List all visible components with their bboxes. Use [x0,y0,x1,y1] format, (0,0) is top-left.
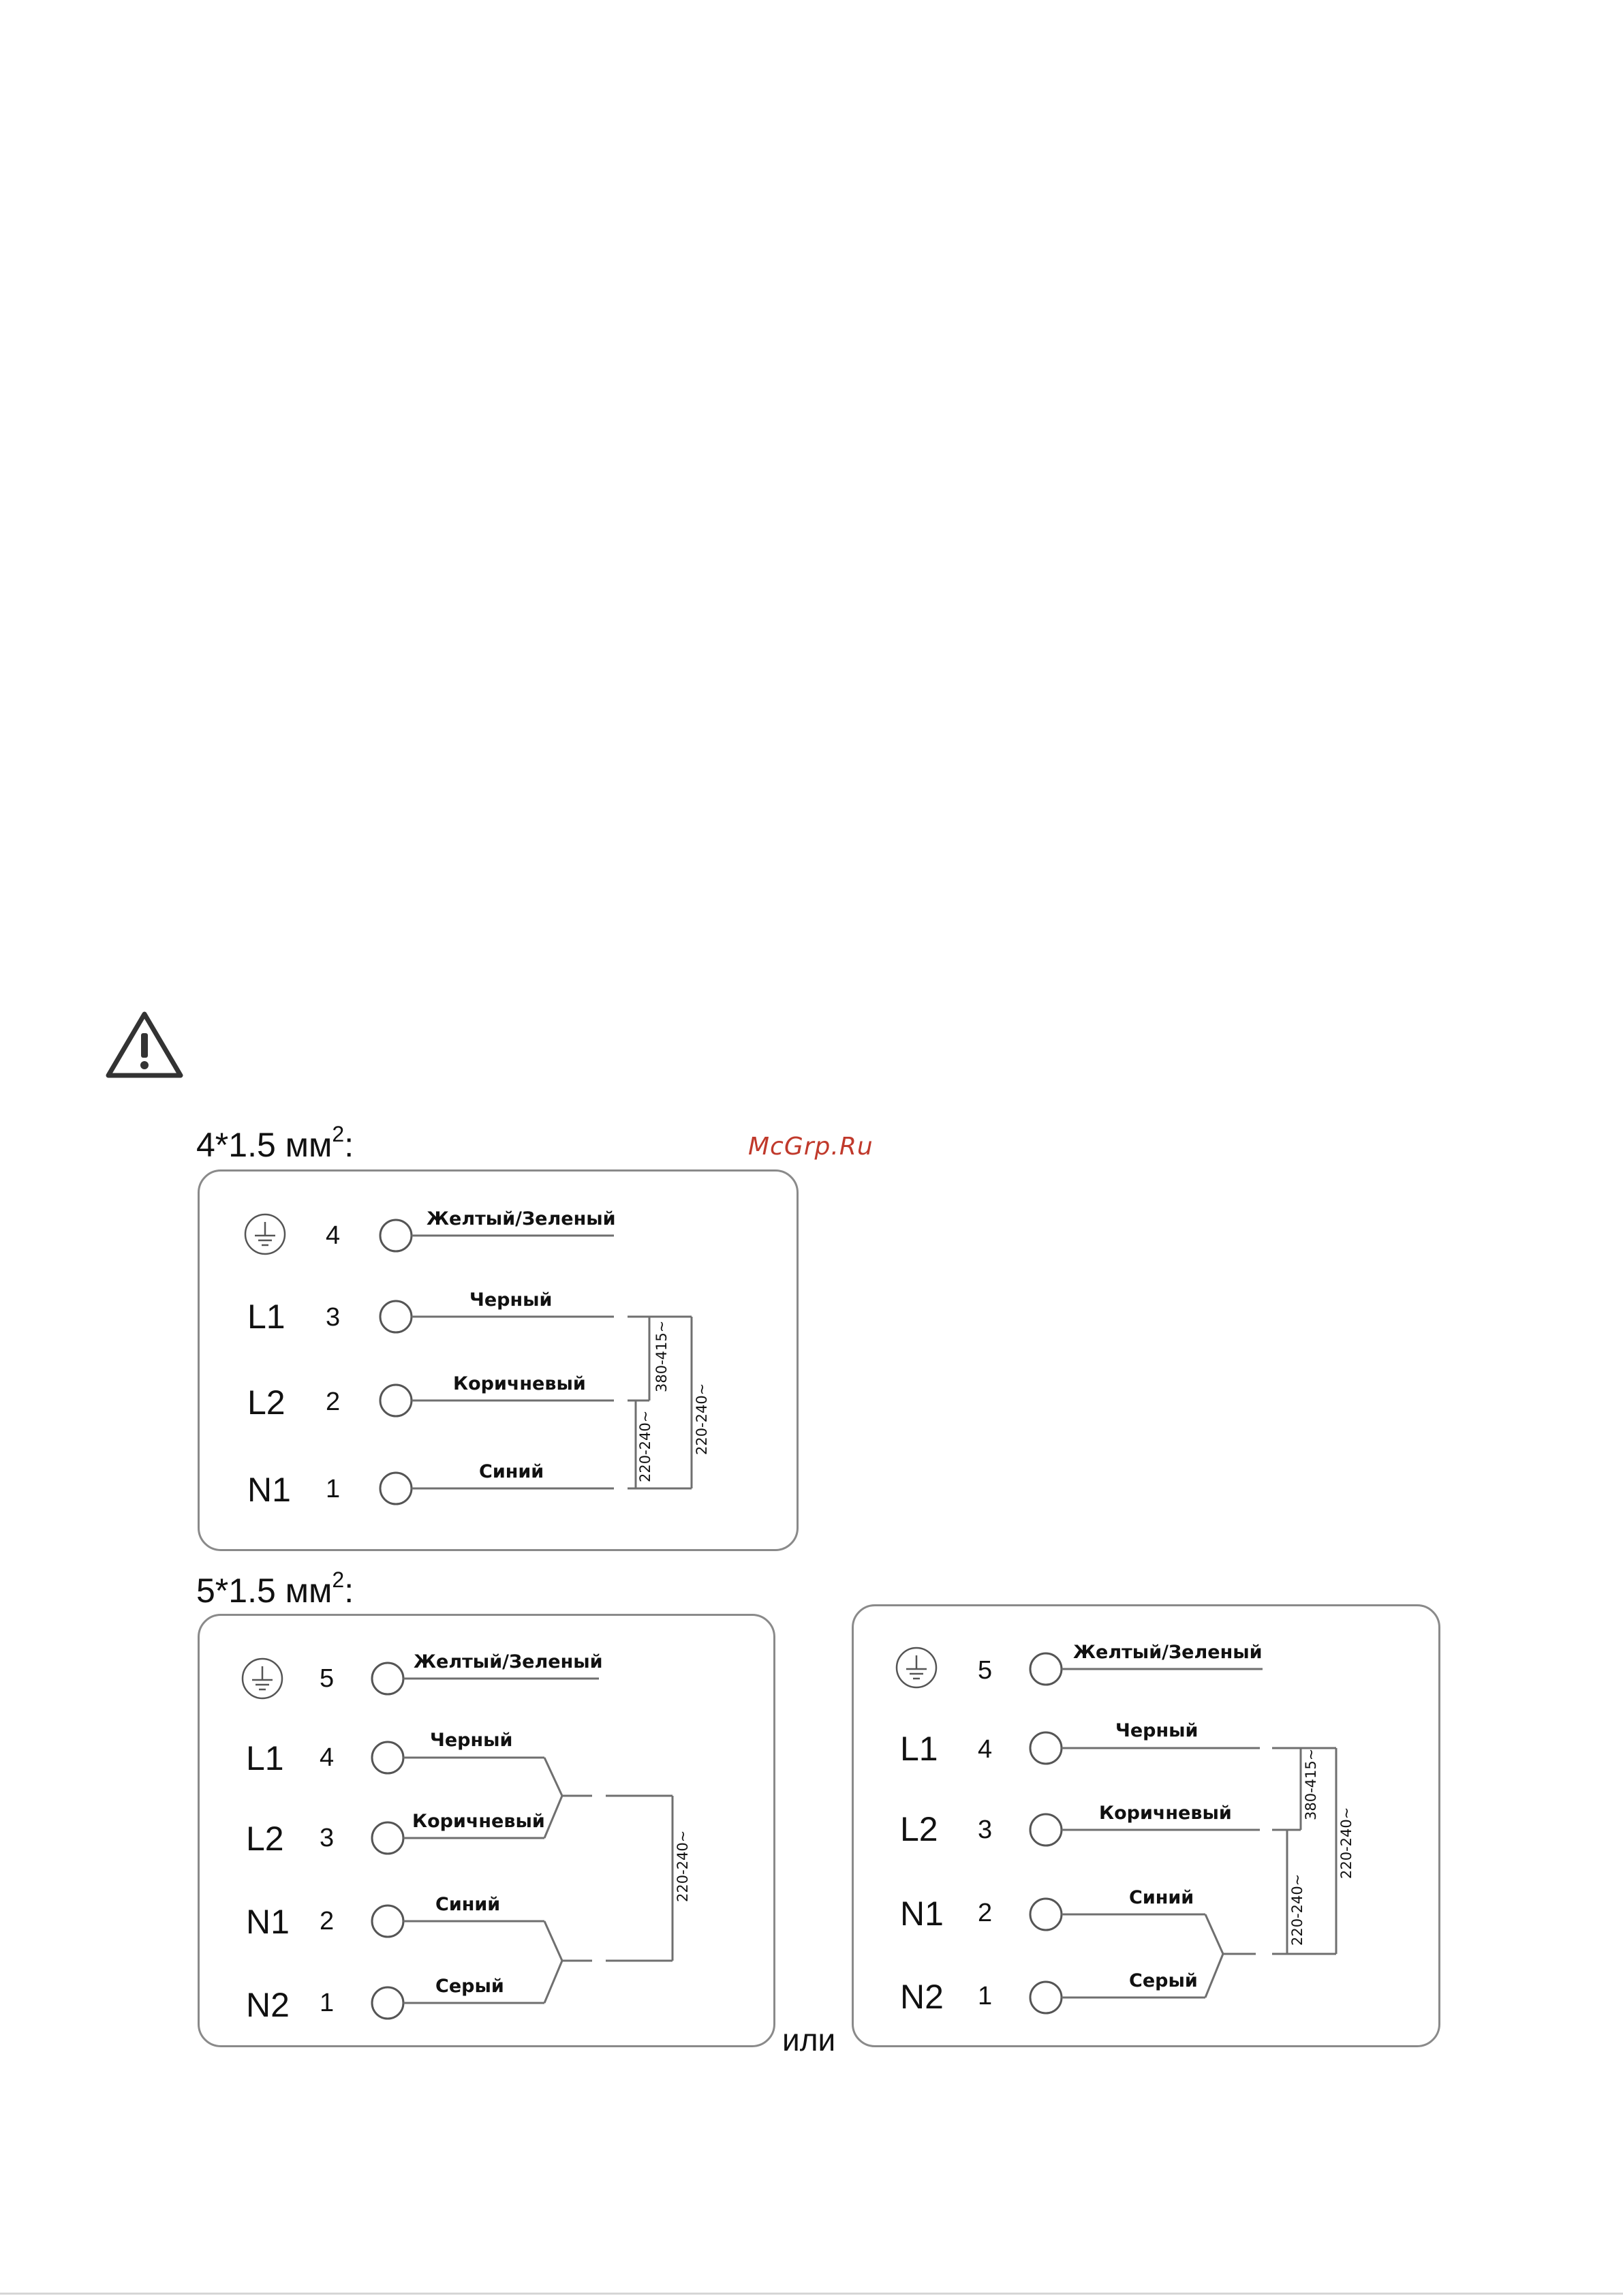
wire-label: Коричневый [453,1373,586,1394]
symbol-N1: N1 [246,1903,290,1941]
voltage-label: 380-415~ [1303,1748,1319,1820]
heading-five-core [196,1569,354,1608]
heading-four-core-sup: 2 [332,1122,345,1146]
terminal-number: 3 [978,1816,993,1844]
terminal-number: 4 [320,1743,335,1772]
wire-label: Желтый/Зеленый [414,1651,603,1672]
wire-label: Синий [479,1461,544,1482]
or-label: или [782,2022,836,2057]
voltage-label: 220-240~ [694,1383,710,1455]
watermark: McGrp.Ru [748,1133,874,1161]
terminal-circle [372,1663,403,1694]
terminal-circle [380,1385,412,1416]
wire-label: Желтый/Зеленый [1073,1642,1263,1663]
warning-icon [104,1009,185,1081]
wire-label: Черный [469,1289,553,1311]
terminal-number: 1 [320,1989,335,2017]
diagram-5-core-b-svg [854,1606,1442,2049]
terminal-circle [1030,1982,1062,2013]
heading-four-core-text: 4*1.5 мм [196,1126,333,1164]
terminal-number: 2 [978,1899,993,1927]
voltage-label: 380-415~ [653,1320,670,1392]
terminal-circle [372,1742,403,1773]
terminal-number: 3 [326,1303,341,1332]
diagram-5-core-a [198,1614,775,2047]
heading-five-core-sup: 2 [332,1567,345,1592]
terminal-number: 2 [326,1388,341,1416]
voltage-label: 220-240~ [637,1410,653,1482]
terminal-circle [372,1905,403,1937]
heading-four-core-colon: : [344,1126,354,1164]
symbol-N2: N2 [900,1978,944,2016]
terminal-number: 2 [320,1907,335,1935]
terminal-circle [372,1987,403,2019]
terminal-number: 1 [978,1982,993,2010]
symbol-L1: L1 [900,1730,938,1768]
terminal-circle [372,1822,403,1854]
voltage-label: 220-240~ [1338,1807,1355,1879]
terminal-number: 1 [326,1475,341,1503]
terminal-circle [1030,1814,1062,1846]
wire-label: Черный [430,1730,513,1751]
terminal-circle [380,1220,412,1251]
symbol-L2: L2 [246,1820,284,1858]
wire-label: Синий [1129,1887,1194,1908]
heading-four-core [196,1123,354,1162]
symbol-L1: L1 [246,1739,284,1777]
page-bottom-rule [0,2293,1623,2295]
terminal-number: 5 [978,1656,993,1685]
diagram-4-core-svg [200,1172,801,1553]
diagram-4-core [198,1169,799,1551]
terminal-number: 5 [320,1664,335,1693]
voltage-label: 220-240~ [675,1830,691,1902]
symbol-N1: N1 [900,1895,944,1933]
symbol-L2: L2 [247,1383,285,1422]
terminal-circle [380,1301,412,1332]
symbol-N2: N2 [246,1986,290,2024]
diagram-5-core-b [852,1604,1440,2047]
wire-label: Коричневый [412,1811,545,1832]
terminal-number: 4 [978,1735,993,1764]
diagram-5-core-a-svg [200,1616,777,2049]
symbol-L1: L1 [247,1298,285,1336]
terminal-number: 4 [326,1221,341,1250]
wire-label: Желтый/Зеленый [427,1208,616,1229]
ground-icon [243,1659,282,1698]
heading-five-core-colon: : [344,1572,354,1610]
terminal-circle [1030,1732,1062,1764]
wire-label: Синий [435,1894,501,1915]
ground-icon [897,1648,936,1687]
terminal-circle [1030,1653,1062,1685]
wire-label: Серый [435,1976,504,1997]
wire-label: Серый [1129,1970,1198,1991]
terminal-number: 3 [320,1824,335,1852]
terminal-circle [1030,1899,1062,1930]
terminal-circle [380,1473,412,1504]
symbol-N1: N1 [247,1471,291,1509]
ground-icon [245,1214,285,1254]
voltage-label: 220-240~ [1289,1873,1305,1946]
wire-label: Черный [1115,1720,1199,1741]
heading-five-core-text: 5*1.5 мм [196,1572,333,1610]
wire-label: Коричневый [1099,1803,1232,1824]
symbol-L2: L2 [900,1810,938,1848]
